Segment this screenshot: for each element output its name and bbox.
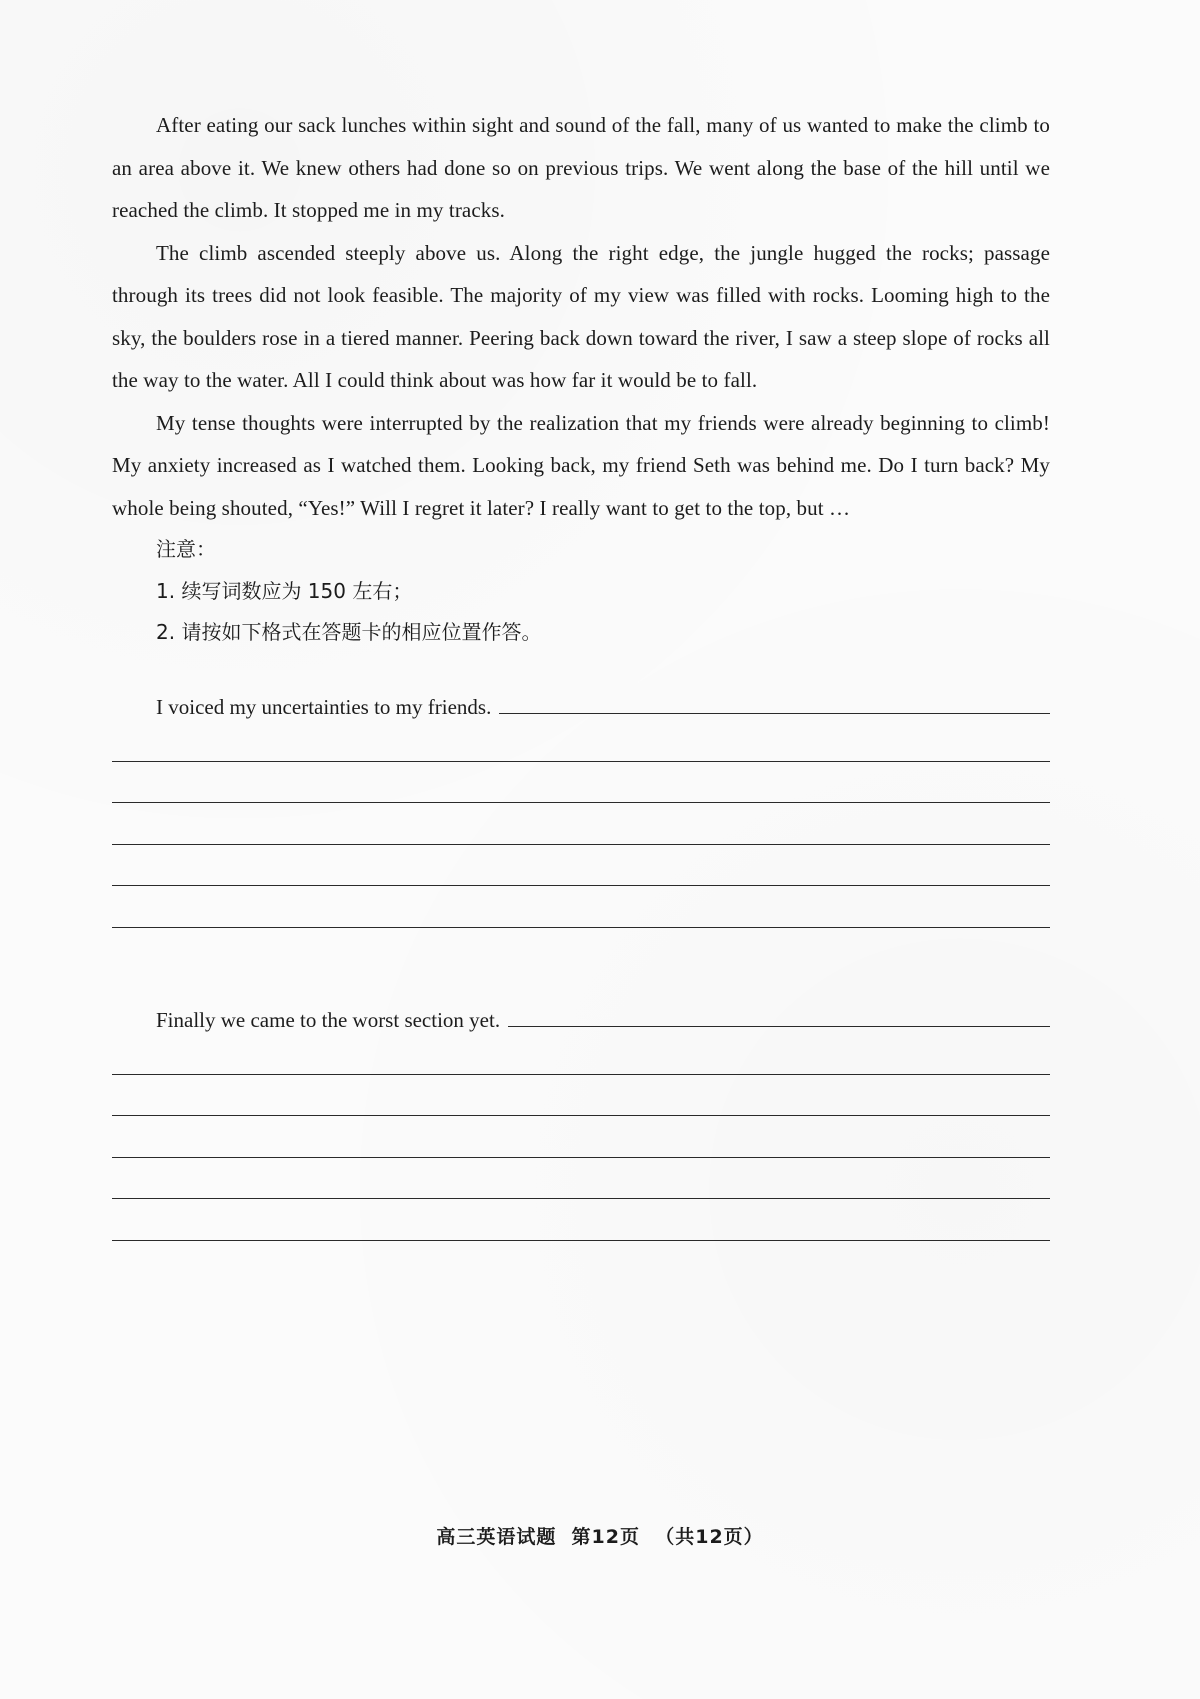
writing-line[interactable] [112,803,1050,845]
passage-paragraph-3: My tense thoughts were interrupted by the realization that my friends were already beginning to climb! My anxiety increased as I watched them. Looking back, my friend Seth was behind me. Do I turn back? My whole being shouted, “Yes!” Will I regret it later? I really want to get to the top, but … [112,410,1050,520]
writing-line[interactable] [112,1199,1050,1241]
writing-line[interactable] [499,713,1050,714]
answer-section-2 [112,993,1050,1241]
paragraph-starter-1: I voiced my uncertainties to my friends. [156,695,492,719]
writing-line[interactable] [112,720,1050,762]
answer-section-1 [112,680,1050,928]
writing-line[interactable] [112,762,1050,804]
starter-row-2 [112,993,1050,1033]
writing-line[interactable] [112,1116,1050,1158]
writing-line[interactable] [112,886,1050,928]
writing-line[interactable] [112,1075,1050,1117]
writing-line[interactable] [112,1158,1050,1200]
notes-item-2: 2. 请按如下格式在答题卡的相应位置作答。 [156,620,542,644]
paragraph-starter-2: Finally we came to the worst section yet. [156,1008,501,1032]
writing-line[interactable] [508,1026,1050,1027]
starter-row-1 [112,680,1050,720]
notes-heading: 注意： [156,537,216,561]
notes-item-1: 1. 续写词数应为 150 左右； [156,578,413,603]
writing-line[interactable] [112,845,1050,887]
passage-paragraph-1: After eating our sack lunches within sight and sound of the fall, many of us wanted to make the climb to an area above it. We knew others had done so on previous trips. We went along the base of the hill until we reached the climb. It stopped me in my tracks. [112,113,1050,222]
passage-body [112,104,1050,654]
page-footer: 高三英语试题 第12页 （共12页） [436,1526,764,1548]
passage-paragraph-2: The climb ascended steeply above us. Along the right edge, the jungle hugged the rocks; passage through its trees did not look feasible. The majority of my view was filled with rocks. Looming high to the sky, the boulders rose in a tiered manner. Peering back down toward the river, I saw a steep slope of rocks all the way to the water. All I could think about was how far it would be to fall. [112,240,1050,392]
notes-block [112,529,1050,654]
writing-line[interactable] [112,1033,1050,1075]
